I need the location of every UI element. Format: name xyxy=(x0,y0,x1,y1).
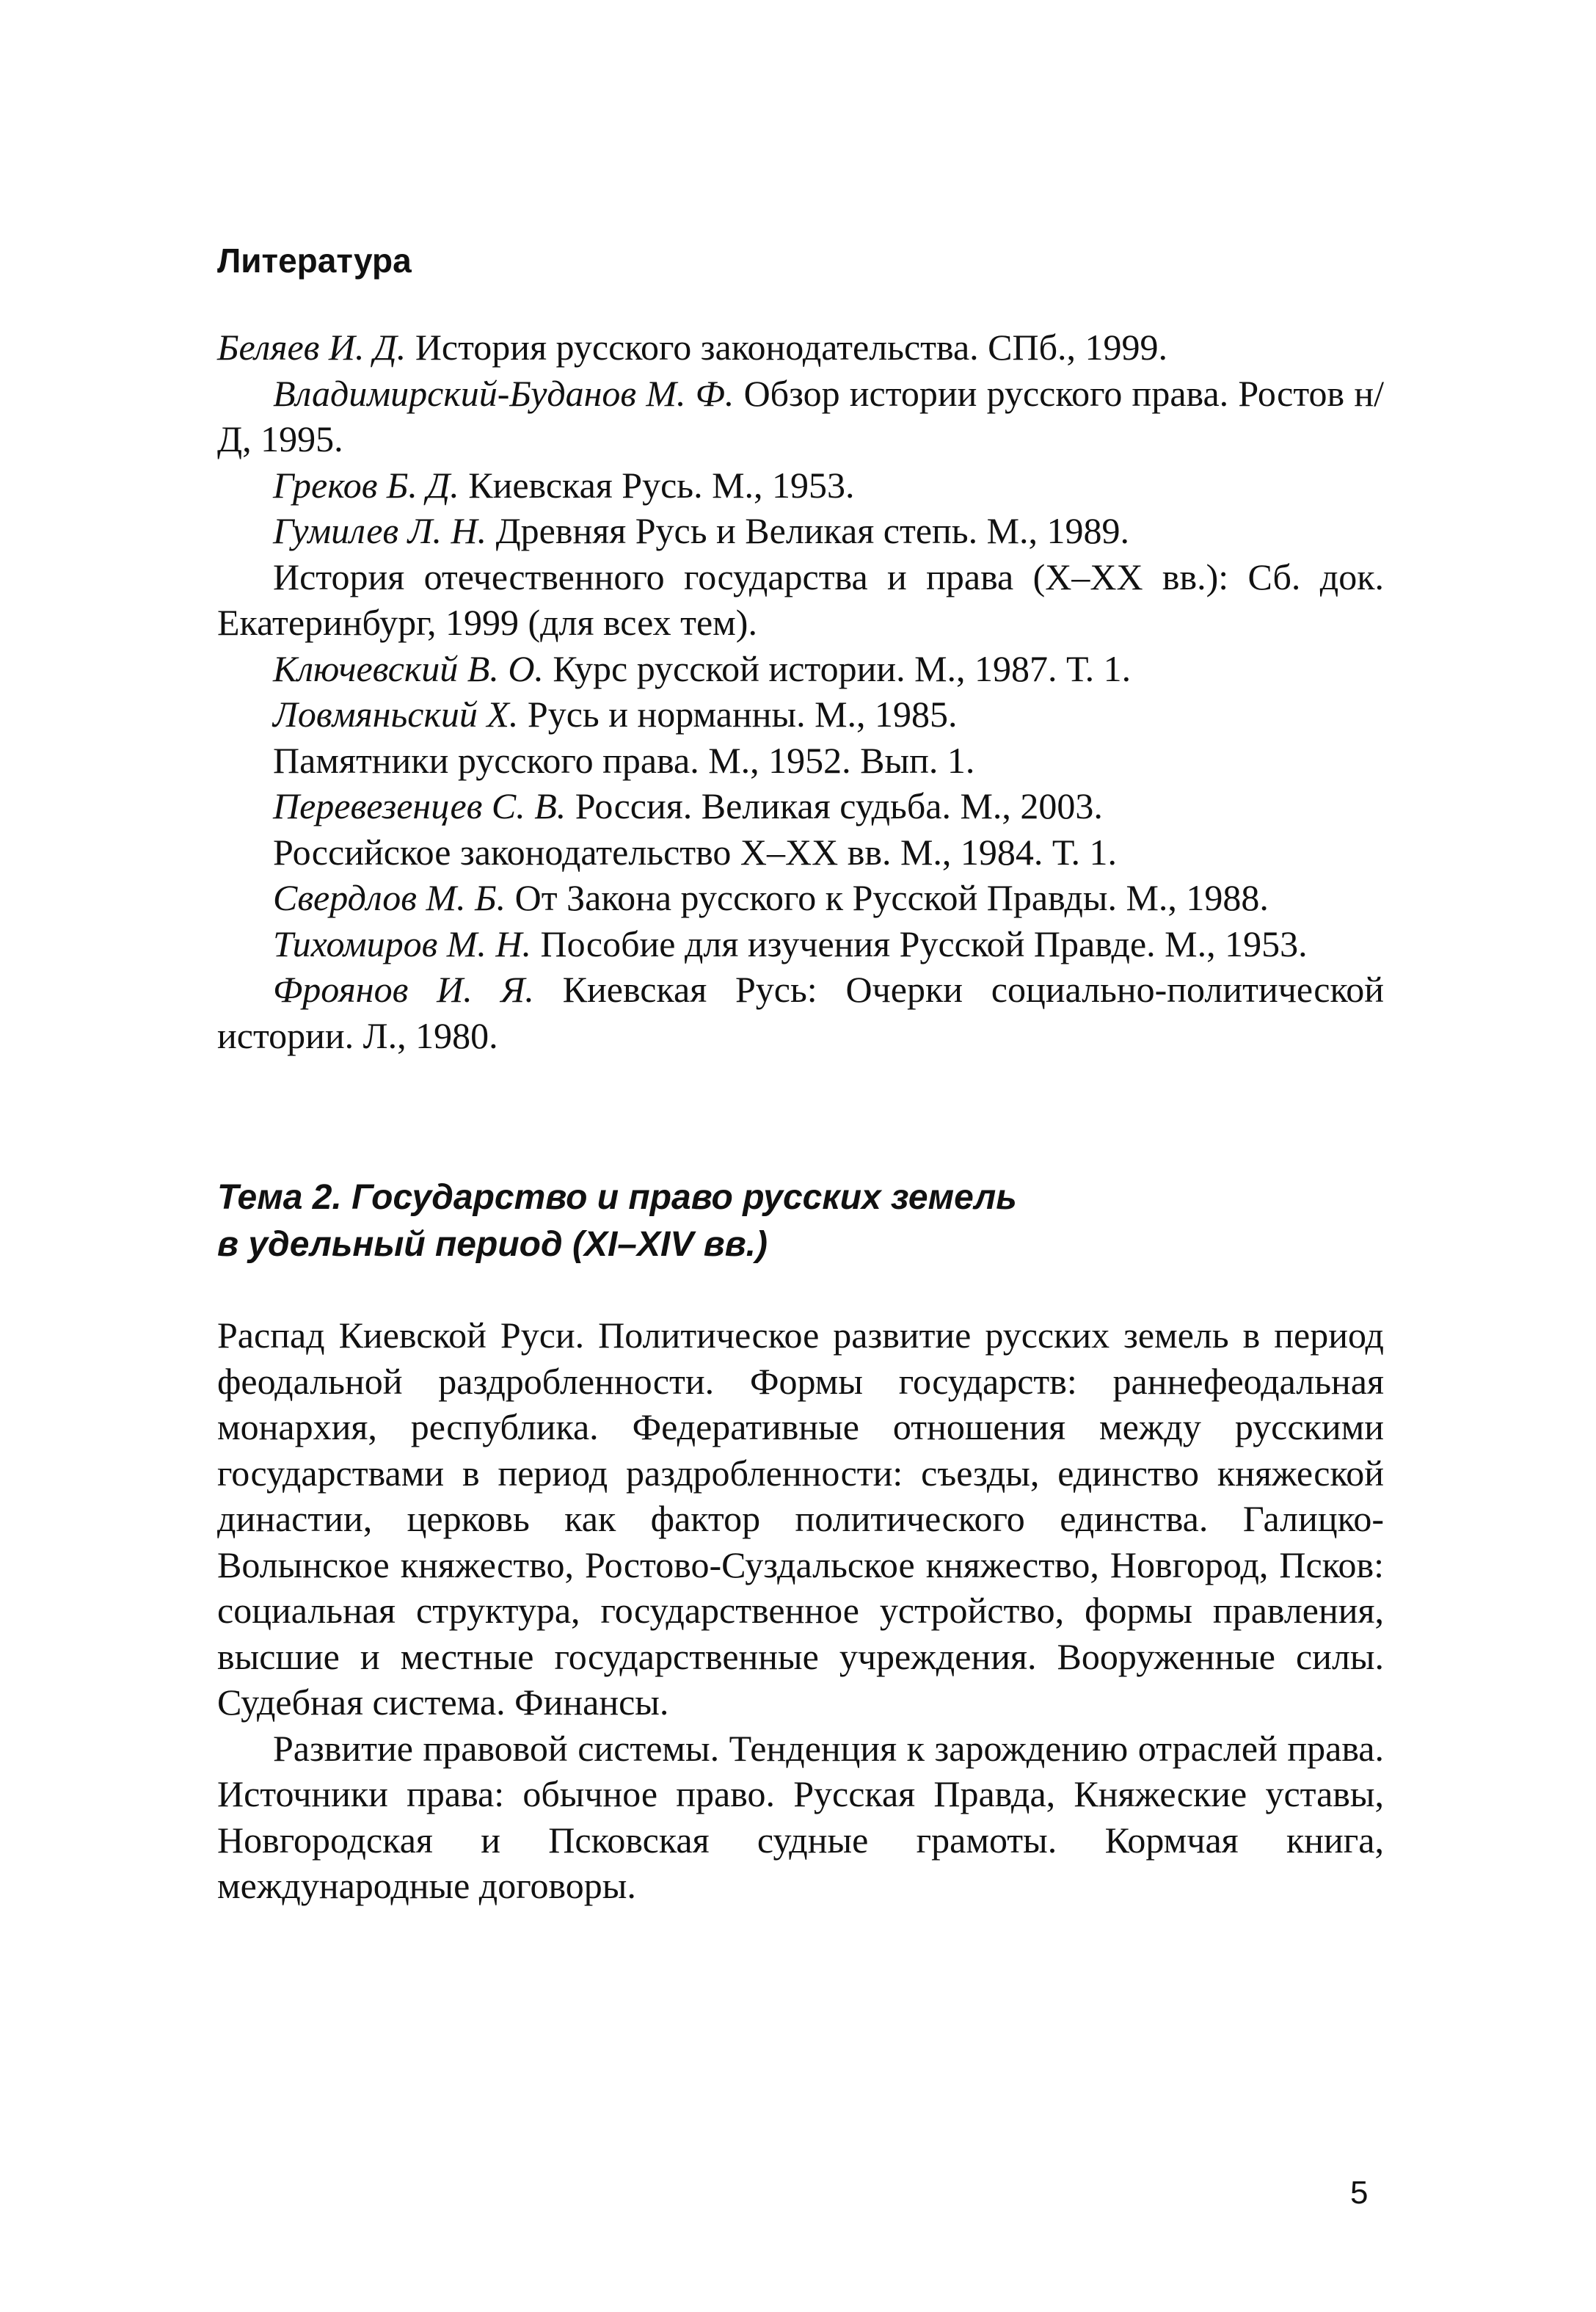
reference-item xyxy=(217,508,1384,554)
reference-text: Российское законодательство X–XX вв. М., 1984. Т. 1. xyxy=(273,831,1117,873)
reference-item xyxy=(217,829,1384,876)
reference-text: Пособие для изучения Русской Правде. М., 1953. xyxy=(531,923,1308,964)
reference-author: Беляев И. Д. xyxy=(217,327,407,368)
reference-text: От Закона русского к Русской Правды. М., 1988. xyxy=(506,877,1269,918)
theme-title xyxy=(217,1174,1384,1268)
page-number: 5 xyxy=(1350,2175,1369,2211)
reference-text: Киевская Русь: Очерки социально-политической истории. Л., 1980. xyxy=(217,969,1384,1056)
reference-item xyxy=(217,691,1384,738)
reference-text: Русь и норманны. М., 1985. xyxy=(518,694,958,735)
theme-title-line: Тема 2. Государство и право русских земель xyxy=(217,1178,1017,1217)
reference-author: Греков Б. Д. xyxy=(273,464,459,506)
reference-item xyxy=(217,783,1384,829)
reference-text: История отечественного государства и права (X–XX вв.): Сб. док. Екатеринбург, 1999 (для всех тем). xyxy=(217,556,1384,643)
reference-author: Тихомиров М. Н. xyxy=(273,923,532,964)
reference-list xyxy=(217,324,1384,1058)
reference-item xyxy=(217,646,1384,692)
reference-text: Киевская Русь. М., 1953. xyxy=(459,464,855,506)
reference-item xyxy=(217,921,1384,967)
reference-author: Фроянов И. Я. xyxy=(273,969,534,1010)
reference-author: Ключевский В. О. xyxy=(273,647,544,689)
reference-text: Древняя Русь и Великая степь. М., 1989. xyxy=(487,510,1130,551)
reference-text: Курс русской истории. М., 1987. Т. 1. xyxy=(543,647,1132,689)
reference-item xyxy=(217,967,1384,1058)
reference-author: Перевезенцев С. В. xyxy=(273,785,566,826)
reference-item xyxy=(217,738,1384,784)
reference-item xyxy=(217,875,1384,921)
body-paragraph: Распад Киевской Руси. Политическое развитие русских земель в период феодальной раздробленности. Формы государств: раннефеодальная монархия, республика. Федеративные отношения между русскими государствами в период раздробленности: съезды, единство княжеской династии, церковь как фактор политического единства. Галицко-Волынское княжество, Ростово-Суздальское княжество, Новгород, Псков: социальная структура, государственное устройство, формы правления, высшие и местные государственные учреждения. Вооруженные силы. Судебная система. Финансы. xyxy=(217,1315,1384,1723)
reference-text: Памятники русского права. М., 1952. Вып. 1. xyxy=(273,739,975,781)
reference-item xyxy=(217,462,1384,509)
theme-title-line: в удельный период (XI–XIV вв.) xyxy=(217,1225,768,1264)
reference-item xyxy=(217,324,1384,371)
reference-author: Владимирский-Буданов М. Ф. xyxy=(273,372,735,414)
theme-body xyxy=(217,1312,1384,1909)
reference-text: Обзор истории русского права. Ростов н/Д, 1995. xyxy=(217,372,1384,459)
reference-author: Свердлов М. Б. xyxy=(273,877,506,918)
reference-item xyxy=(217,554,1384,646)
literature-heading: Литература xyxy=(217,241,412,280)
reference-author: Ловмяньский X. xyxy=(273,694,519,735)
reference-author: Гумилев Л. Н. xyxy=(273,510,487,551)
reference-text: Россия. Великая судьба. М., 2003. xyxy=(566,785,1103,826)
reference-item xyxy=(217,371,1384,462)
body-paragraph: Развитие правовой системы. Тенденция к зарождению отраслей права. Источники права: обычное право. Русская Правда, Княжеские уставы, Новгородская и Псковская судные грамоты. Кормчая книга, международные договоры. xyxy=(217,1727,1384,1906)
reference-text: История русского законодательства. СПб., 1999. xyxy=(406,327,1168,368)
